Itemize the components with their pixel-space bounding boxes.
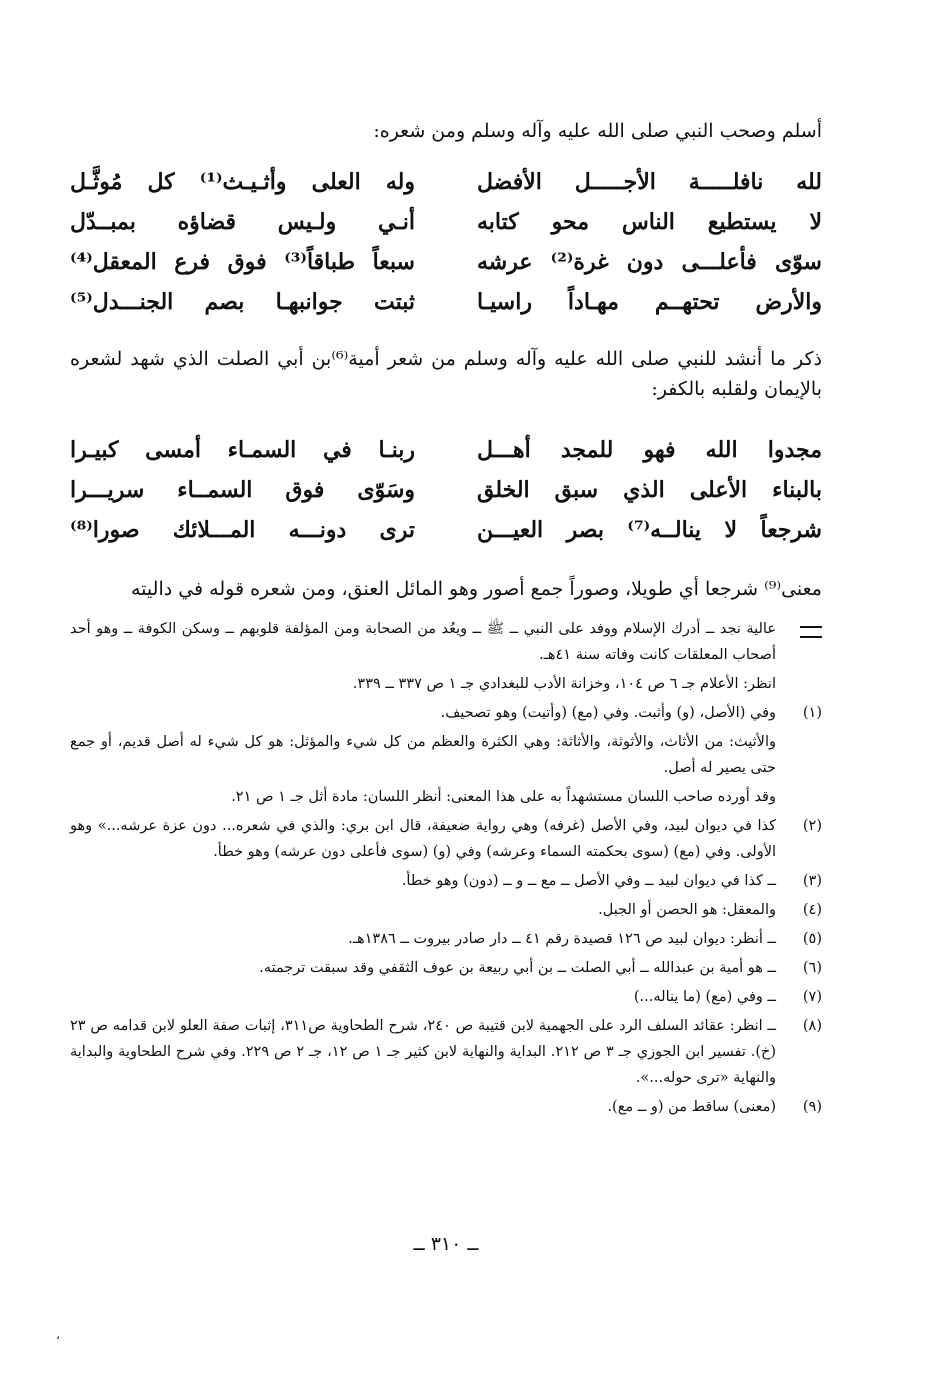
stray-mark: ، (56, 1328, 60, 1342)
paragraph-meaning: معنى⁽⁹⁾ شرجعا أي طويلا، وصوراً جمع أصور وهو المائل العنق، ومن شعره قوله في داليته (131, 578, 822, 600)
footnote-7 (70, 984, 822, 1010)
footnote-text: ــ وفي (مع) (ما يناله...) (633, 989, 776, 1005)
footnote-4 (70, 897, 822, 923)
verse-line (70, 430, 822, 470)
verse-line (70, 162, 822, 202)
intro-line: أسلم وصحب النبي صلى الله عليه وآله وسلم ومن شعره: (373, 120, 822, 142)
hemistich-first: سوّى فأعلـــى دون غرة⁽²⁾ عرشه (477, 249, 822, 275)
footnote-number: (٢) (802, 818, 822, 834)
hemistich-second: وله العلى وأثـيـث⁽¹⁾ كل مُوثَّـل (70, 169, 415, 195)
footnotes (70, 616, 822, 1123)
verse-line (70, 242, 822, 282)
book-page (70, 0, 822, 1383)
footnote-number: (٣) (802, 873, 822, 889)
footnote-number: (٧) (802, 989, 822, 1005)
footnote-bio-ref (70, 671, 822, 697)
footnote-text: ــ أنظر: ديوان لبيد ص ١٢٦ قصيدة رقم ٤١ ــ دار صادر بيروت ــ ١٣٨٦هـ. (348, 931, 776, 947)
footnote-1-continued (70, 729, 822, 781)
footnote-number: (٩) (802, 1099, 822, 1115)
footnote-9 (70, 1094, 822, 1120)
footnote-1-continued (70, 784, 822, 810)
footnote-3 (70, 868, 822, 894)
footnote-text: والأثيث: من الأثاث، والأثوثة، والأثاثة: وهي الكثرة والعظم من كل شيء والمؤثل: هو كل شيء له أصل قديم، أو جمع حتى يصير له أصل. (70, 734, 776, 776)
page-number: ــ ٣١٠ ــ (413, 1233, 479, 1255)
footnote-number: (٥) (802, 931, 822, 947)
verse-line (70, 510, 822, 550)
footnote-5 (70, 926, 822, 952)
hemistich-first: بالبناء الأعلى الذي سبق الخلق (477, 477, 822, 503)
footnote-2 (70, 813, 822, 865)
hemistich-second: ترى دونـــه المـــلائك صورا⁽⁸⁾ (70, 517, 415, 543)
verse-line (70, 470, 822, 510)
hemistich-second: وسَوّى فوق السمــاء سريـــرا (70, 477, 415, 503)
footnote-text: كذا في ديوان لبيد، وفي الأصل (غرفه) وهي رواية ضعيفة، قال ابن بري: والذي في شعره... دون عزة عرشه...» وهو الأولى. وفي (مع) (سوى بحكمته السماء وعرشه) وفي (و) (سوى فأعلى دون عرشه) وهو خطأ. (70, 818, 776, 860)
footnote-8 (70, 1013, 822, 1091)
footnote-text: ــ انظر: عقائد السلف الرد على الجهمية لابن قتيبة ص ٢٤٠، شرح الطحاوية ص٣١١، إثبات صفة العلو لابن قدامه ص ٢٣ (خ). تفسير ابن الجوزي جـ ٣ ص ٢١٢. البداية والنهاية لابن كثير جـ ١ ص ١٢، جـ ٢ ص ٢٢٩. وفي شرح الطحاوية والبداية والنهاية «ترى حوله...». (70, 1018, 777, 1086)
footnote-text: عالية نجد ــ أدرك الإسلام ووفد على النبي ــ ﷺ ــ ويعُد من الصحابة ومن المؤلفة قلوبهم ــ وسكن الكوفة ــ وهو أحد أصحاب المعلقات كانت وفاته سنة ٤١هـ. (70, 621, 776, 663)
hemistich-first: لا يستطيع الناس محو كتابه (477, 209, 822, 235)
footnote-text: انظر: الأعلام جـ ٦ ص ١٠٤، وخزانة الأدب للبغدادي جـ ١ ص ٣٣٧ ــ ٣٣٩. (352, 676, 776, 692)
footnote-text: وفي (الأصل، (و) وأثبت. وفي (مع) (وأتيت) وهو تصحيف. (440, 705, 776, 721)
hemistich-second: ربنـا في السمـاء أمسى كبيـرا (70, 437, 415, 463)
footnote-number: (١) (802, 705, 822, 721)
footnote-text: وقد أورده صاحب اللسان مستشهداً به على هذا المعنى: أنظر اللسان: مادة أثل جـ ١ ص ٢١. (231, 789, 776, 805)
footnote-6 (70, 955, 822, 981)
hemistich-first: لله نافلـــــة الأجـــــل الأفضل (477, 169, 822, 195)
paragraph-umayya-intro: ذكر ما أنشد للنبي صلى الله عليه وآله وسلم من شعر أمية⁽⁶⁾بن أبي الصلت الذي شهد لشعره بالإيمان ولقلبه بالكفر: (70, 348, 823, 400)
footnote-text: ــ هو أمية بن عبدالله ــ أبي الصلت ــ بن أبي ربيعة بن عوف الثقفي وقد سبقت ترجمته. (259, 960, 776, 976)
poem-umayya (70, 430, 822, 550)
hemistich-first: شرجعاً لا ينالــه⁽⁷⁾ بصر العيـــن (477, 517, 822, 543)
footnote-number: (٤) (802, 902, 822, 918)
hemistich-second: ثبتت جوانبهـا بصم الجنـــدل⁽⁵⁾ (70, 289, 415, 315)
footnote-bio (70, 616, 822, 668)
hemistich-second: سبعاً طباقاً⁽³⁾ فوق فرع المعقل⁽⁴⁾ (70, 249, 415, 275)
verse-line (70, 202, 822, 242)
poem-labid (70, 162, 822, 322)
footnote-number: (٦) (802, 960, 822, 976)
footnote-1 (70, 700, 822, 726)
hemistich-first: والأرض تحتهــم مهـاداً راسيـا (477, 289, 822, 315)
verse-line (70, 282, 822, 322)
footnote-text: (معنى) ساقط من (و ــ مع). (607, 1099, 776, 1115)
footnote-text: ــ كذا في ديوان لبيد ــ وفي الأصل ــ مع ــ و ــ (دون) وهو خطأ. (401, 873, 776, 889)
footnote-number: (٨) (802, 1018, 822, 1034)
hemistich-second: أنـي ولـيس قضاؤه بمبــدّل (70, 209, 415, 235)
footnote-text: والمعقل: هو الحصن أو الجبل. (598, 902, 776, 918)
hemistich-first: مجدوا الله فهو للمجد أهـــل (477, 437, 822, 463)
